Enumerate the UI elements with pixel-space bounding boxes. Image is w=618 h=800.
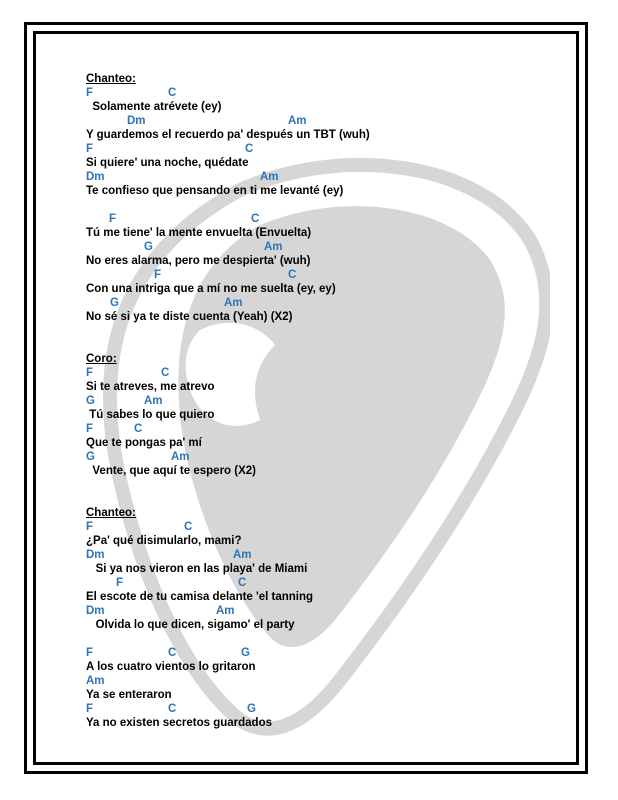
chord-label: F	[86, 143, 94, 155]
chord-label: F	[86, 647, 94, 659]
section-spacer	[86, 338, 556, 352]
lyric-line: Tú me tiene' la mente envuelta (Envuelta)	[86, 227, 312, 239]
section-heading: Chanteo:	[86, 507, 136, 519]
lyric-line: Olvida lo que dicen, sigamo' el party	[86, 619, 295, 631]
chord-line	[86, 240, 556, 254]
chord-label: G	[86, 451, 95, 463]
chord-label: F	[86, 87, 94, 99]
chord-line	[86, 520, 556, 534]
chord-label: Am	[171, 451, 190, 463]
lyric-line: Si ya nos vieron en las playa' de Miami	[86, 563, 308, 575]
chord-label: C	[288, 269, 297, 281]
lyric-line: Vente, que aquí te espero (X2)	[86, 465, 256, 477]
chord-line	[86, 86, 556, 100]
chord-line	[86, 548, 556, 562]
chord-label: F	[116, 577, 124, 589]
chord-label: Am	[288, 115, 307, 127]
chord-label: C	[161, 367, 170, 379]
chord-label: C	[184, 521, 193, 533]
lyric-line: Y guardemos el recuerdo pa' después un TBT (wuh)	[86, 129, 370, 141]
chord-label: G	[86, 395, 95, 407]
lyric-line: Solamente atrévete (ey)	[86, 101, 222, 113]
chord-label: C	[238, 577, 247, 589]
chord-line	[86, 296, 556, 310]
chord-label: G	[247, 703, 256, 715]
chord-label: F	[86, 703, 94, 715]
chord-label: Dm	[127, 115, 146, 127]
chord-line	[86, 604, 556, 618]
chord-line	[86, 450, 556, 464]
chord-label: Am	[264, 241, 283, 253]
chord-label: G	[241, 647, 250, 659]
chord-label: Am	[216, 605, 235, 617]
lyric-line: Si quiere' una noche, quédate	[86, 157, 249, 169]
section-spacer	[86, 632, 556, 646]
lyric-line: Ya se enteraron	[86, 689, 172, 701]
lyric-line: Si te atreves, me atrevo	[86, 381, 215, 393]
chord-line	[86, 674, 556, 688]
chord-label: Am	[233, 549, 252, 561]
chord-line	[86, 170, 556, 184]
lyric-line: A los cuatro vientos lo gritaron	[86, 661, 256, 673]
chord-line	[86, 366, 556, 380]
lyric-line: Te confieso que pensando en ti me levanté (ey)	[86, 185, 344, 197]
section-heading: Chanteo:	[86, 73, 136, 85]
chord-line	[86, 646, 556, 660]
chord-label: G	[144, 241, 153, 253]
lyric-line: No sé si ya te diste cuenta (Yeah) (X2)	[86, 311, 293, 323]
chord-label: F	[86, 367, 94, 379]
chord-label: G	[110, 297, 119, 309]
chord-label: C	[168, 703, 177, 715]
chord-line	[86, 422, 556, 436]
chord-label: C	[134, 423, 143, 435]
lyric-line: Con una intriga que a mí no me suelta (ey, ey)	[86, 283, 336, 295]
chord-line	[86, 212, 556, 226]
chord-label: Dm	[86, 605, 105, 617]
lyric-line: No eres alarma, pero me despierta' (wuh)	[86, 255, 311, 267]
section-heading: Coro:	[86, 353, 117, 365]
chord-label: Am	[86, 675, 105, 687]
section-spacer	[86, 198, 556, 212]
chord-line	[86, 702, 556, 716]
chord-line	[86, 576, 556, 590]
chord-line	[86, 394, 556, 408]
lyric-line: Que te pongas pa' mí	[86, 437, 202, 449]
lyrics-sheet	[86, 72, 556, 730]
section-spacer	[86, 324, 556, 338]
chord-label: Am	[260, 171, 279, 183]
chord-label: F	[154, 269, 162, 281]
chord-line	[86, 114, 556, 128]
chord-label: F	[86, 423, 94, 435]
lyric-line: Ya no existen secretos guardados	[86, 717, 272, 729]
chord-label: C	[245, 143, 254, 155]
chord-line	[86, 268, 556, 282]
section-spacer	[86, 492, 556, 506]
chord-line	[86, 142, 556, 156]
chord-label: Dm	[86, 549, 105, 561]
section-spacer	[86, 478, 556, 492]
chord-label: F	[109, 213, 117, 225]
chord-label: C	[168, 87, 177, 99]
chord-label: Am	[224, 297, 243, 309]
chord-label: C	[251, 213, 260, 225]
chord-label: Dm	[86, 171, 105, 183]
chord-label: Am	[144, 395, 163, 407]
lyric-line: ¿Pa' qué disimularlo, mami?	[86, 535, 242, 547]
chord-label: F	[86, 521, 94, 533]
lyric-line: El escote de tu camisa delante 'el tanning	[86, 591, 314, 603]
chord-label: C	[168, 647, 177, 659]
lyric-line: Tú sabes lo que quiero	[86, 409, 215, 421]
